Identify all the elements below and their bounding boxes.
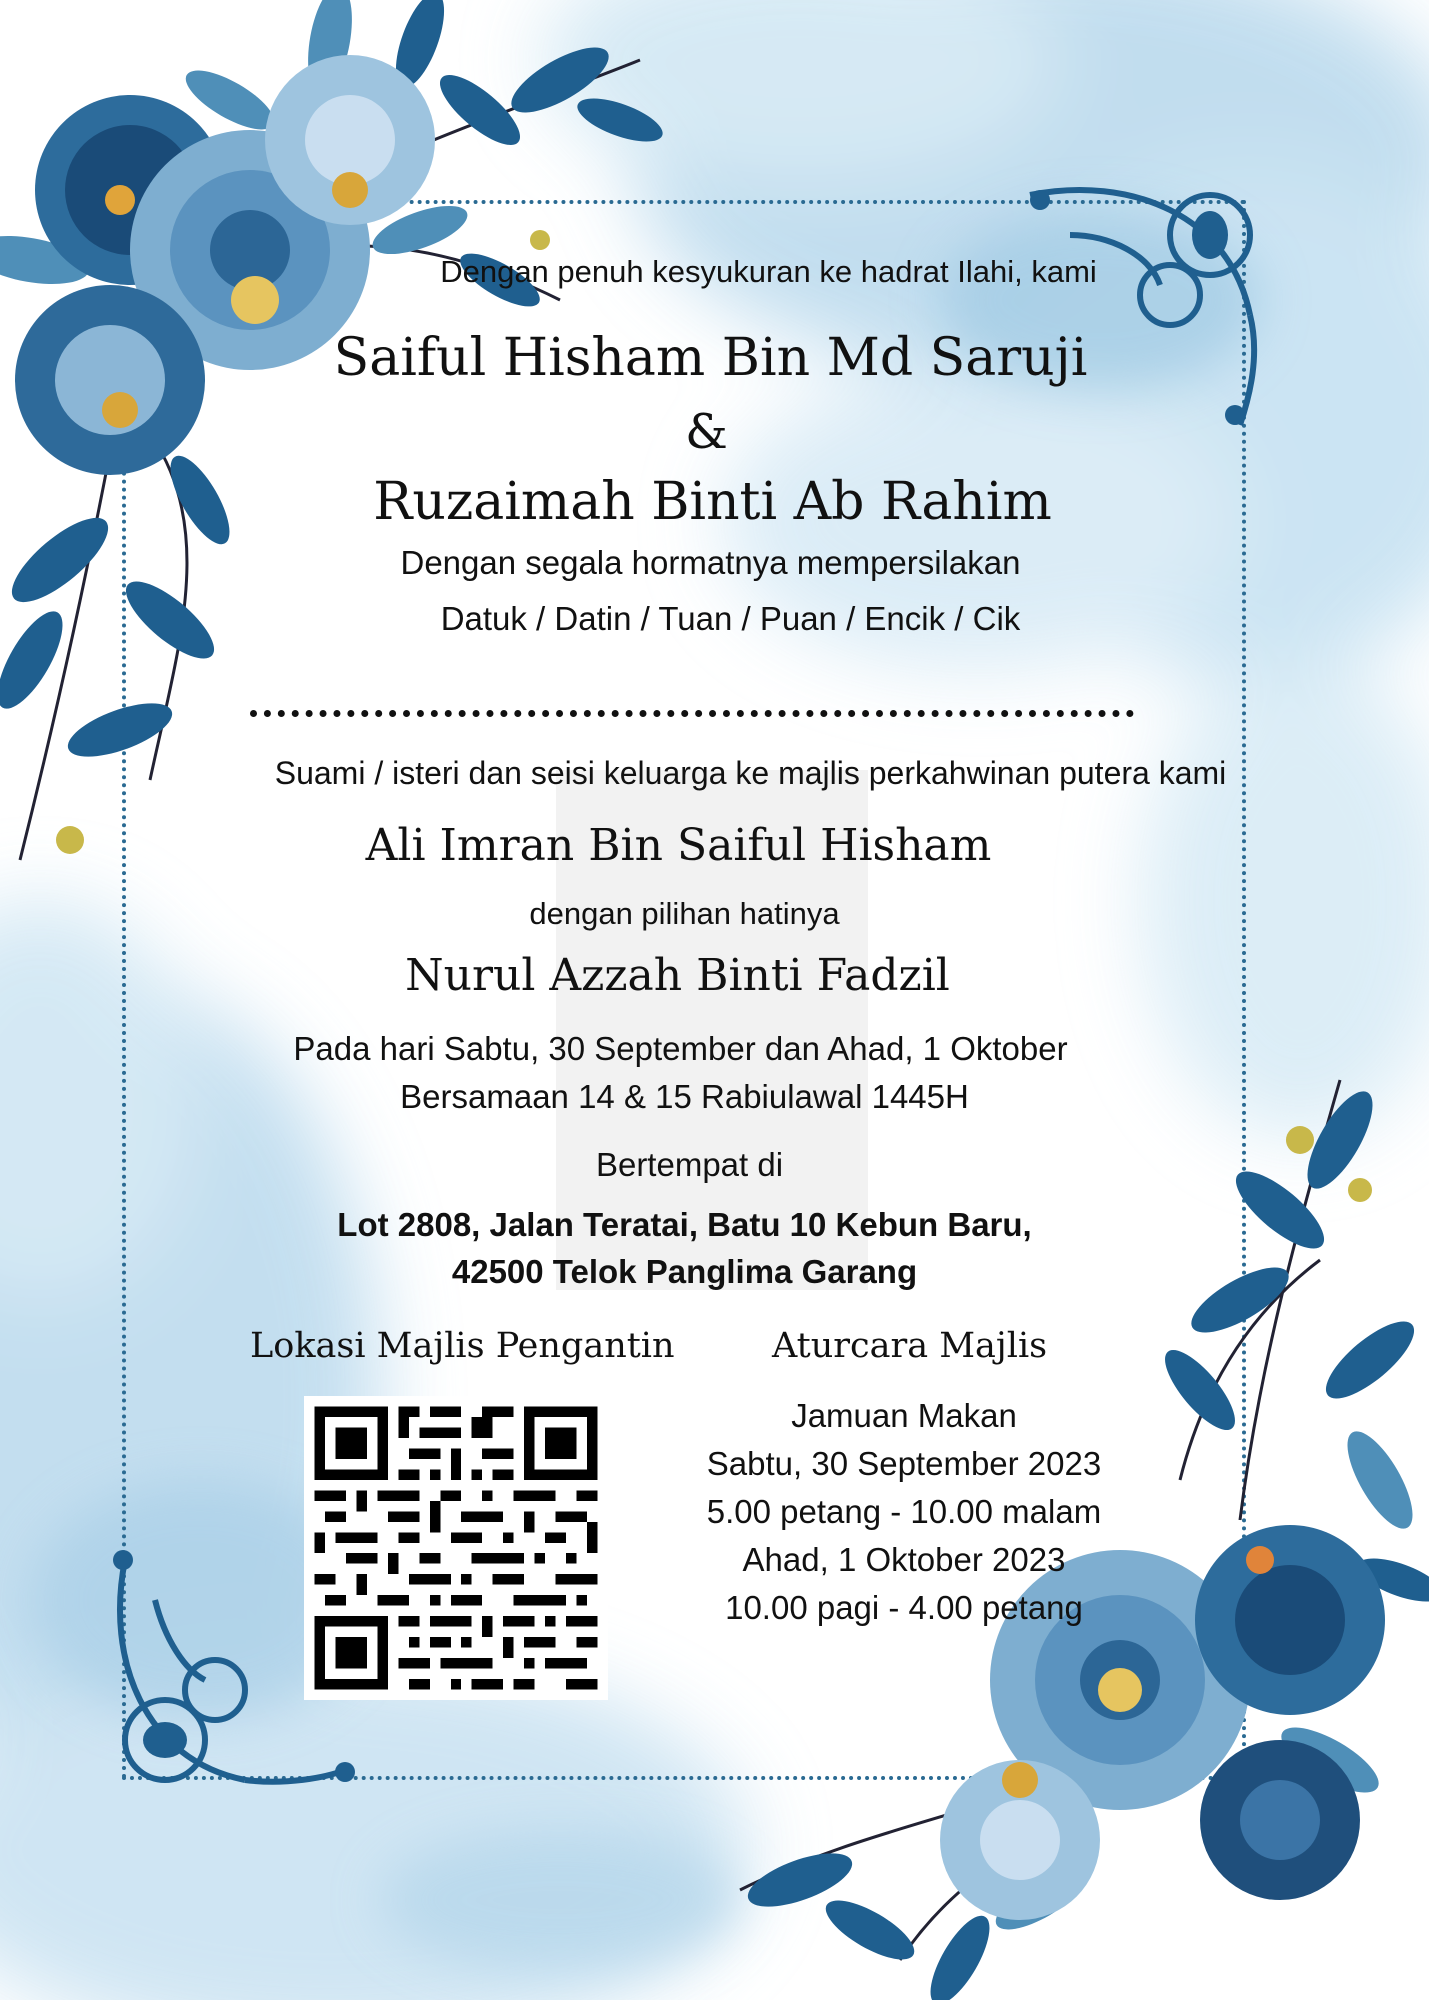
schedule-line: Sabtu, 30 September 2023 [706,1445,1102,1482]
location-heading: Lokasi Majlis Pengantin [250,1326,675,1366]
address-line-2: 42500 Telok Panglima Garang [451,1253,918,1290]
host-husband-name: Saiful Hisham Bin Md Saruji [333,328,1088,388]
host-wife-name: Ruzaimah Binti Ab Rahim [373,472,1052,532]
date-line: Pada hari Sabtu, 30 September dan Ahad, 1 Oktober [293,1030,1068,1067]
ornament-top-right-decoration [1010,175,1270,435]
intro-text: Dengan penuh kesyukuran ke hadrat Ilahi, kami [440,254,1097,289]
bride-name: Nurul Azzah Binti Fadzil [405,950,950,1001]
schedule-line: Jamuan Makan [791,1397,1017,1434]
with-line: dengan pilihan hatinya [529,896,840,931]
schedule-line: 5.00 petang - 10.00 malam [706,1493,1102,1530]
groom-name: Ali Imran Bin Saiful Hisham [365,820,992,871]
titles-line: Datuk / Datin / Tuan / Puan / Encik / Cik [440,600,1021,637]
address-line-1: Lot 2808, Jalan Teratai, Batu 10 Kebun Baru, [337,1206,1032,1243]
family-line: Suami / isteri dan seisi keluarga ke majlis perkahwinan putera kami [274,755,1227,791]
schedule-line: Ahad, 1 Oktober 2023 [742,1541,1066,1578]
schedule-heading: Aturcara Majlis [772,1326,1048,1366]
qr-code-icon[interactable] [304,1396,608,1700]
invite-line: Dengan segala hormatnya mempersilakan [400,544,1021,581]
ampersand: & [685,404,728,460]
venue-intro: Bertempat di [595,1146,784,1183]
guest-name-blank-line [250,710,1134,717]
schedule-line: 10.00 pagi - 4.00 petang [725,1589,1083,1626]
hijri-date-line: Bersamaan 14 & 15 Rabiulawal 1445H [400,1078,969,1115]
